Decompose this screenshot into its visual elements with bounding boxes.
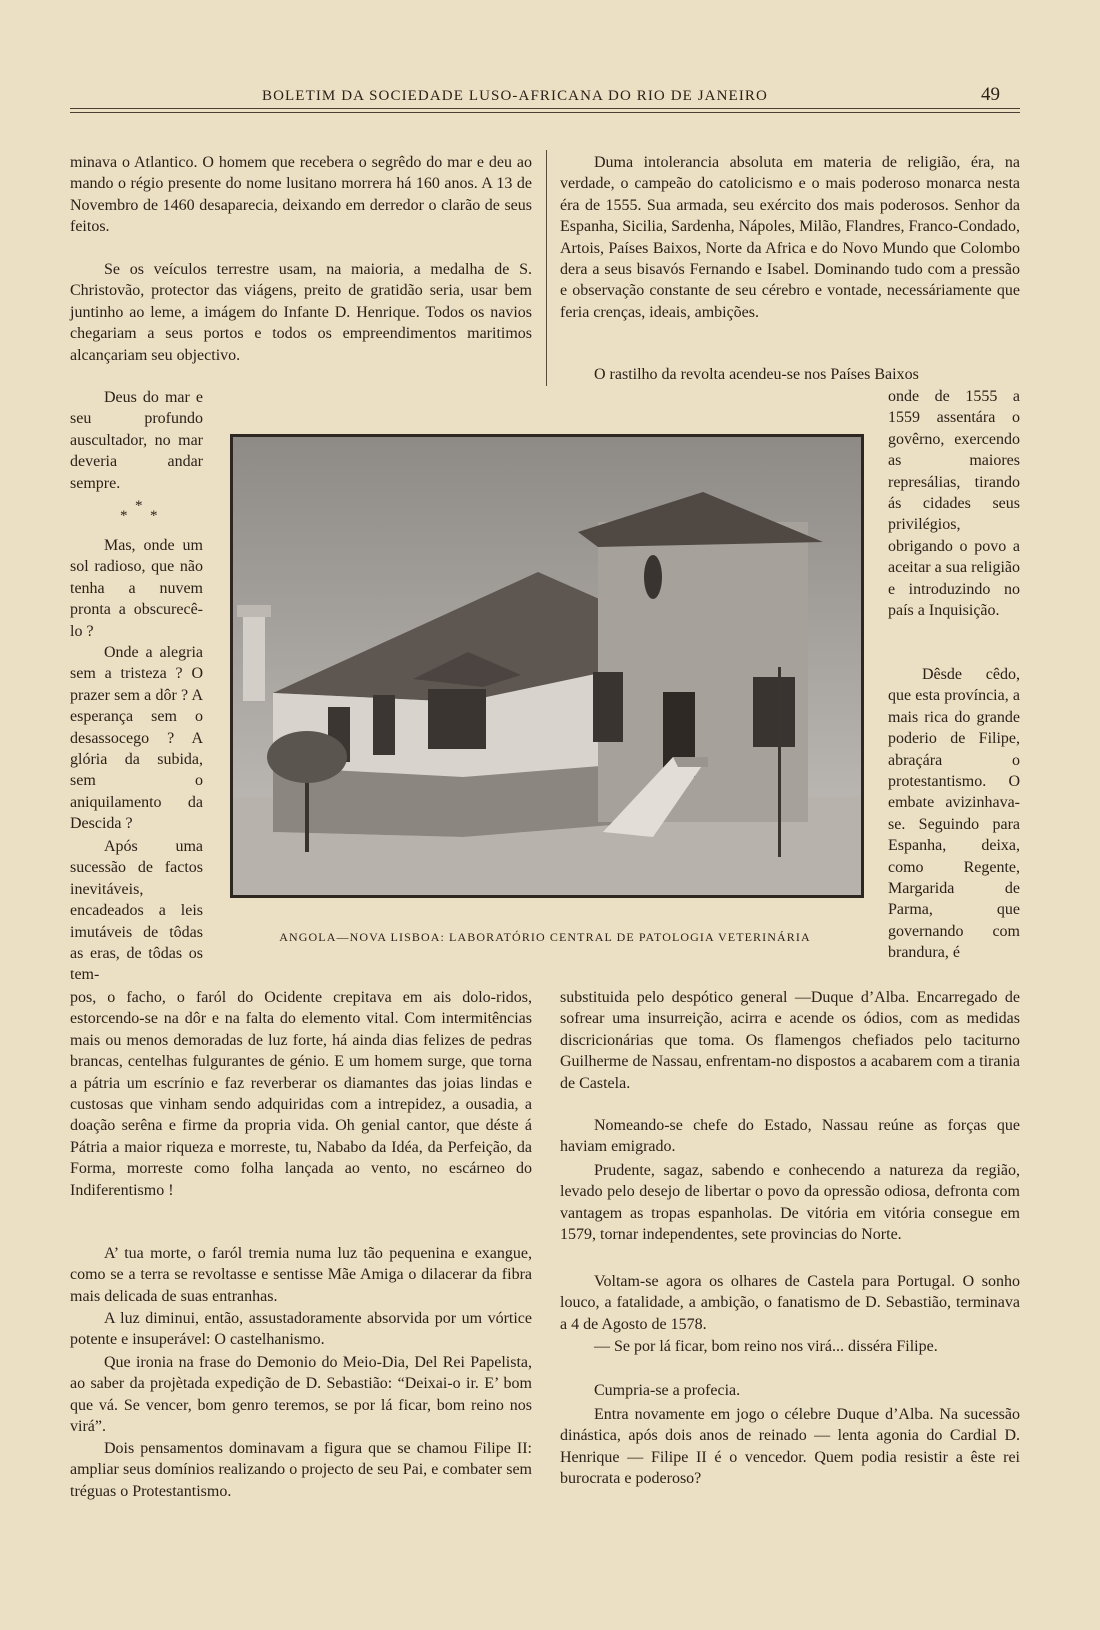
right-paragraph-8: — Se por lá ficar, bom reino nos virá... disséra Filipe.	[594, 1338, 938, 1355]
header-rule-top	[70, 108, 1020, 109]
right-paragraph-3: Dêsde cêdo, que esta província, a mais rica do grande poderio de Filipe, abraçára o protestantismo. O embate avizinhava-se. Seguindo para Espanha, deixa, como Regente, Margarida de Parma, que governando com brandura, é	[888, 666, 1020, 962]
figure-caption: ANGOLA—NOVA LISBOA: LABORATÓRIO CENTRAL DE PATOLOGIA VETERINÁRIA	[279, 930, 811, 944]
building-photograph	[230, 434, 864, 898]
left-paragraph-3: Deus do mar e seu profundo auscultador, no mar deveria andar sempre.	[70, 389, 203, 492]
left-paragraph-7: pos, o facho, o faról do Ocidente crepitava em ais dolo-ridos, estorcendo-se na dôr e na falta do elemento vital. Com intermitências mais ou menos demoradas de luz forte, há ainda dias felizes de pedras brancas, centelhas fulgurantes de génio. E um homem surge, que torna a pátria um escrínio e faz reverberar os diamantes das joias lindas e custosas que vinham sendo adquiridas com a intrepidez, a ousadia, a doação serêna e firme da propria vida. Oh genial cantor, que déste á Pátria a maior riqueza e morreste, tu, Nababo da Idéa, da Perfeição, da Forma, morreste como folha lançada ao vento, no escárneo do Indiferentismo !	[70, 989, 532, 1199]
left-paragraph-5: Onde a alegria sem a tristeza ? O prazer sem a dôr ? A esperança sem o desassocego ? A glória da subida, sem o aniquilamento da Descida ?	[70, 644, 203, 833]
left-paragraph-6: Após uma sucessão de factos inevitáveis, encadeados a leis imutáveis de tôdas as eras, de tôdas os tem-	[70, 838, 203, 984]
right-paragraph-1: Duma intolerancia absoluta em materia de religião, éra, na verdade, o campeão do catolicismo e o mais poderoso monarca nesta éra de 1555. Sua armada, seu exército dos mais poderosos. Senhor da Espanha, Sicilia, Sardenha, Nápoles, Milão, Flandres, Franco-Condado, Artois, Países Baixos, Norte da Africa e do Novo Mundo que Colombo dera a seus bisavós Fernando e Isabel. Dominando tudo com a pressão e observação constante de seu cérebro e vontade, necessáriamente que feria crenças, ideais, ambições.	[560, 154, 1020, 321]
right-paragraph-7: Voltam-se agora os olhares de Castela para Portugal. O sonho louco, a fatalidade, a ambição, o fanatismo de D. Sebastião, terminava a 4 de Agosto de 1578.	[560, 1273, 1020, 1333]
right-paragraph-2: onde de 1555 a 1559 assentára o govêrno, exercendo as maiores represálias, tirando ás cidades seus privilégios, obrigando o povo a aceitar a sua religião e introduzindo no país a Inquisição.	[888, 388, 1020, 620]
left-paragraph-4: Mas, onde um sol radioso, que não tenha a nuvem pronta a obscurecê-lo ?	[70, 537, 203, 640]
right-paragraph-4: substituida pelo despótico general —Duque d’Alba. Encarregado de sofrear uma insurreição, acirra e acende os ódios, com as medidas discricionárias que toma. Os flamengos chefiados pelo taciturno Guilherme de Nassau, enfrentam-no dispostos a acabarem com a tirania de Castela.	[560, 989, 1020, 1092]
header-rule-bottom	[70, 112, 1020, 113]
right-paragraph-6: Prudente, sagaz, sabendo e conhecendo a natureza da região, levado pelo desejo de libertar o povo da opressão odiosa, defronta com vantagem as tropas espanholas. De vitória em vitória consegue em 1579, tornar independentes, sete provincias do Norte.	[560, 1162, 1020, 1244]
right-paragraph-10: Entra novamente em jogo o célebre Duque d’Alba. Na sucessão dinástica, após dois anos de reinado — lenta agonia do Cardial D. Henrique — Filipe II é o vencedor. Quem podia resistir a êste rei burocrata e poderoso?	[560, 1406, 1020, 1488]
separator-star-left: *	[120, 508, 128, 524]
right-paragraph-5: Nomeando-se chefe do Estado, Nassau reúne as forças que haviam emigrado.	[560, 1117, 1020, 1156]
left-paragraph-10: Que ironia na frase do Demonio do Meio-Dia, Del Rei Papelista, ao saber da projètada expedição de D. Sebastião: “Deixai-o ir. E’ bom que vá. Se vencer, bom genro teremos, se por lá ficar, bom reino nos virá”.	[70, 1354, 532, 1436]
running-header	[70, 84, 1020, 110]
separator-star-top: *	[135, 498, 143, 514]
journal-title: BOLETIM DA SOCIEDADE LUSO-AFRICANA DO RIO DE JANEIRO	[262, 88, 768, 104]
laboratory-building-image	[233, 437, 861, 895]
left-paragraph-11: Dois pensamentos dominavam a figura que se chamou Filipe II: ampliar seus domínios realizando o projecto de seu Pai, e combater sem tréguas o Protestantismo.	[70, 1440, 532, 1500]
column-divider	[546, 150, 547, 386]
right-paragraph-9: Cumpria-se a profecia.	[594, 1382, 741, 1399]
right-paragraph-2-lead: O rastilho da revolta acendeu-se nos Países Baixos	[594, 366, 919, 383]
page-number: 49	[981, 84, 1000, 105]
left-paragraph-9: A luz diminui, então, assustadoramente absorvida por um vórtice potente e insuperável: O castelhanismo.	[70, 1310, 532, 1349]
section-separator-stars	[112, 498, 172, 528]
separator-star-right: *	[150, 508, 158, 524]
left-paragraph-1: minava o Atlantico. O homem que recebera o segrêdo do mar e deu ao mando o régio presente do nome lusitano morrera há 160 anos. A 13 de Novembro de 1460 desaparecia, deixando em derredor o clarão de seus feitos.	[70, 154, 532, 236]
left-paragraph-2: Se os veículos terrestre usam, na maioria, a medalha de S. Christovão, protector das viágens, preito de gratidão seria, usar bem juntinho ao leme, a imágem do Infante D. Henrique. Todos os navios chegariam a seus portos e todos os empreendimentos maritimos alcançariam seu objectivo.	[70, 261, 532, 364]
left-paragraph-8: A’ tua morte, o faról tremia numa luz tão pequenina e exangue, como se a terra se revoltasse e sentisse Mãe Amiga o dilacerar da fibra mais delicada de suas entranhas.	[70, 1245, 532, 1305]
